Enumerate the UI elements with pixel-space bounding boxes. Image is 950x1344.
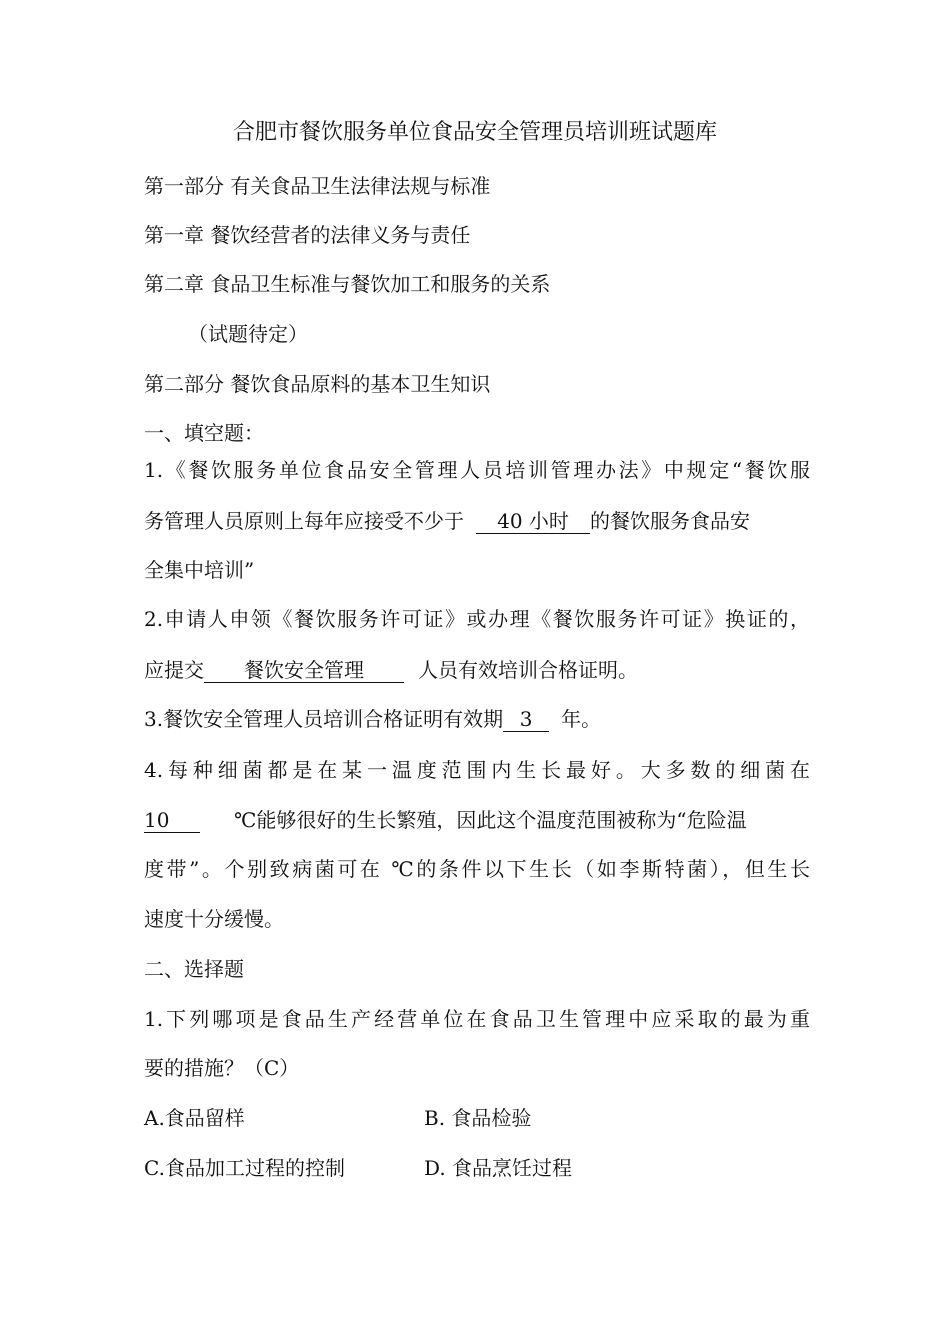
choice-q1-line2: 要的措施？（C） bbox=[144, 1056, 300, 1080]
fill-q3-line bbox=[144, 705, 810, 733]
fill-q1-answer: 40 小时 bbox=[476, 509, 590, 534]
fill-q4-line4: 速度十分缓慢。 bbox=[144, 907, 284, 931]
fill-q2-answer: 餐饮安全管理 bbox=[204, 658, 404, 683]
part2-heading: 第二部分 餐饮食品原料的基本卫生知识 bbox=[144, 372, 491, 396]
fill-q4-answer: 10 bbox=[144, 808, 200, 833]
fill-q1-line1: 1.《餐饮服务单位食品安全管理人员培训管理办法》中规定“餐饮服 bbox=[144, 458, 810, 482]
fill-q1-text-before: 务管理人员原则上每年应接受不少于 bbox=[144, 509, 464, 533]
choice-q1-option-c: C.食品加工过程的控制 bbox=[144, 1156, 345, 1180]
fill-q2-text-after: 人员有效培训合格证明。 bbox=[418, 658, 638, 682]
part1-heading: 第一部分 有关食品卫生法律法规与标准 bbox=[144, 174, 491, 198]
chapter1-heading: 第一章 餐饮经营者的法律义务与责任 bbox=[144, 223, 471, 247]
fill-q1-line3: 全集中培训” bbox=[144, 558, 255, 582]
fill-q4-line3: 度带”。个别致病菌可在 ℃的条件以下生长（如李斯特菌），但生长 bbox=[144, 857, 810, 881]
fill-q2-text-before: 应提交 bbox=[144, 658, 204, 682]
document-title: 合肥市餐饮服务单位食品安全管理员培训班试题库 bbox=[232, 120, 717, 145]
fill-q4-line2 bbox=[144, 806, 810, 834]
chapter2-heading: 第二章 食品卫生标准与餐饮加工和服务的关系 bbox=[144, 272, 551, 296]
choice-q1-option-b: B. 食品检验 bbox=[424, 1106, 532, 1130]
fill-q4-text-after: ℃能够很好的生长繁殖，因此这个温度范围被称为“危险温 bbox=[234, 808, 747, 832]
fill-q2-line2 bbox=[144, 656, 810, 684]
fill-q1-text-after: 的餐饮服务食品安 bbox=[590, 509, 750, 533]
fill-q3-text-after: 年。 bbox=[561, 707, 602, 731]
choice-q1-option-d: D. 食品烹饪过程 bbox=[424, 1156, 573, 1180]
fill-section-heading: 一、填空题： bbox=[144, 421, 264, 445]
choice-q1-line1: 1.下列哪项是食品生产经营单位在食品卫生管理中应采取的最为重 bbox=[144, 1007, 810, 1031]
fill-q3-answer: 3 bbox=[503, 707, 549, 732]
choice-section-heading: 二、选择题 bbox=[144, 957, 244, 981]
fill-q2-line1: 2.申请人申领《餐饮服务许可证》或办理《餐饮服务许可证》换证的， bbox=[144, 607, 810, 631]
fill-q1-line2 bbox=[144, 507, 810, 535]
pending-note: （试题待定） bbox=[188, 322, 308, 346]
fill-q4-line1: 4.每种细菌都是在某一温度范围内生长最好。大多数的细菌在 bbox=[144, 758, 810, 782]
fill-q3-text-before: 3.餐饮安全管理人员培训合格证明有效期 bbox=[144, 707, 504, 731]
choice-q1-option-a: A.食品留样 bbox=[144, 1106, 245, 1130]
